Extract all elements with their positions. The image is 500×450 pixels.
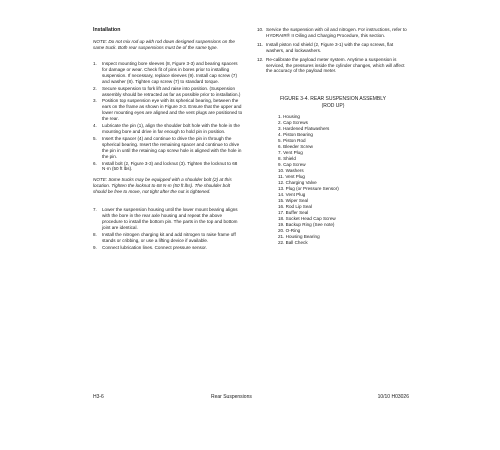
step-item: 6. Install bolt (2, Figure 3-3) and locknut (3). Tighten the locknut to 68 N·m (50 ft lbs).: [93, 160, 238, 172]
installation-steps-continued: [93, 207, 243, 250]
list-item: 22. Ball Check: [278, 240, 308, 246]
list-item: 14. Vent Plug: [278, 192, 306, 198]
section-name: Rear Suspensions: [211, 394, 252, 400]
step-item: 8. Install the nitrogen charging kit and add nitrogen to raise frame off stands or cribbing, or use a lifting device if available.: [93, 231, 236, 243]
list-item: 2. Cap Screws: [278, 120, 308, 126]
list-item: 18. Socket Head Cap Screw: [278, 216, 336, 222]
list-item: 5. Piston Rod: [278, 138, 306, 144]
step-item: 1. Inspect mounting bore sleeves (8, Figure 3-3) and bearing spacers for damage or wear. Check fit of pins in bores prior to installing suspension. If necessary, replace sleeves (9). Install cap screw (7) and washer (8). Tighten cap screw (7) to standard torque.: [93, 61, 238, 84]
list-item: 4. Piston Bearing: [278, 132, 313, 138]
note-mixing-suspensions: NOTE: Do not mix rod up with rod down designed suspensions on the same truck. Both rear suspensions must be of the same type.: [93, 39, 235, 50]
list-item: 6. Bleeder Screw: [278, 144, 313, 150]
list-item: 21. Housing Bearing: [278, 234, 320, 240]
list-item: 19. Backup Ring (See note): [278, 222, 335, 228]
page-footer: [93, 394, 409, 402]
list-item: 1. Housing: [278, 114, 300, 120]
figure-title: FIGURE 3-4. REAR SUSPENSION ASSEMBLY: [279, 96, 387, 103]
parts-list: [257, 114, 409, 246]
list-item: 3. Hardened Flatwashers: [278, 126, 330, 132]
list-item: 7. Vent Plug: [278, 150, 303, 156]
list-item: 13. Plug (or Pressure Sensor): [278, 186, 339, 192]
left-column: [93, 27, 243, 252]
list-item: 15. Wiper Seal: [278, 198, 309, 204]
figure-subtitle: (ROD UP): [321, 102, 345, 109]
step-item: 5. Insert the spacer (4) and continue to drive the pin in through the spherical bearing. Insert the remaining spacer and continue to drive the pin in until the retaining cap screw hole is aligned with the hole in the pin.: [93, 135, 242, 159]
list-item: 20. O-Ring: [278, 228, 301, 234]
installation-steps-final: [257, 27, 409, 74]
list-item: 11. Vent Plug: [278, 174, 305, 180]
list-item: 8. Shield: [278, 156, 296, 162]
note-shoulder-bolt: NOTE: Some trucks may be equipped with a shoulder bolt (2) at this location. Tighten the locknut to 68 N·m (50 ft lbs). The shoulder bolt should be free to move, not tight after the nut is tightened.: [93, 177, 232, 195]
step-item: 12. Re-calibrate the payload meter system. Anytime a suspension is serviced, the pressures inside the cylinder changes, which will affect the accuracy of the payload meter.: [257, 56, 405, 74]
step-item: 10. Service the suspension with oil and nitrogen. For instructions, refer to HYDRAIR® II Oiling and Charging Procedure, this section.: [257, 27, 407, 38]
list-item: 17. Buffer Seal: [278, 210, 309, 216]
list-item: 12. Charging Valve: [278, 180, 317, 186]
list-item: 10. Washers: [278, 168, 304, 174]
step-item: 11. Install piston rod shield (2, Figure 3-1) with the cap screws, flat washers, and lockwashers.: [257, 41, 394, 53]
section-heading: Installation: [93, 27, 121, 33]
step-item: 2. Secure suspension to fork lift and raise into position. (Suspension assembly should be retracted as far as possible prior to installation.): [93, 85, 241, 97]
step-item: 3. Position top suspension eye with its spherical bearing, between the ears on the frame as shown in Figure 3-3. Ensure that the upper and lower mounting eyes are aligned and the vent plugs are positioned to the rear.: [93, 98, 243, 122]
step-item: 9. Connect lubrication lines. Connect pressure sensor.: [93, 244, 207, 250]
figure-caption: [257, 96, 409, 109]
list-item: 16. Rod Lip Seal: [278, 204, 312, 210]
step-item: 4. Lubricate the pin (1), align the shoulder bolt hole with the hole in the mounting bore and drive in far enough to hold pin in position.: [93, 123, 240, 134]
revision-code: 10/10 H03026: [377, 394, 409, 400]
right-column: [257, 27, 409, 246]
page-number: H3-6: [93, 394, 104, 400]
installation-steps: [93, 61, 243, 172]
step-item: 7. Lower the suspension housing until the lower mount bearing aligns with the bore in the rear axle housing and repeat the above procedure to install the bottom pin. The parts in the top and bottom joint are identical.: [93, 207, 238, 231]
list-item: 9. Cap Screw: [278, 162, 306, 168]
